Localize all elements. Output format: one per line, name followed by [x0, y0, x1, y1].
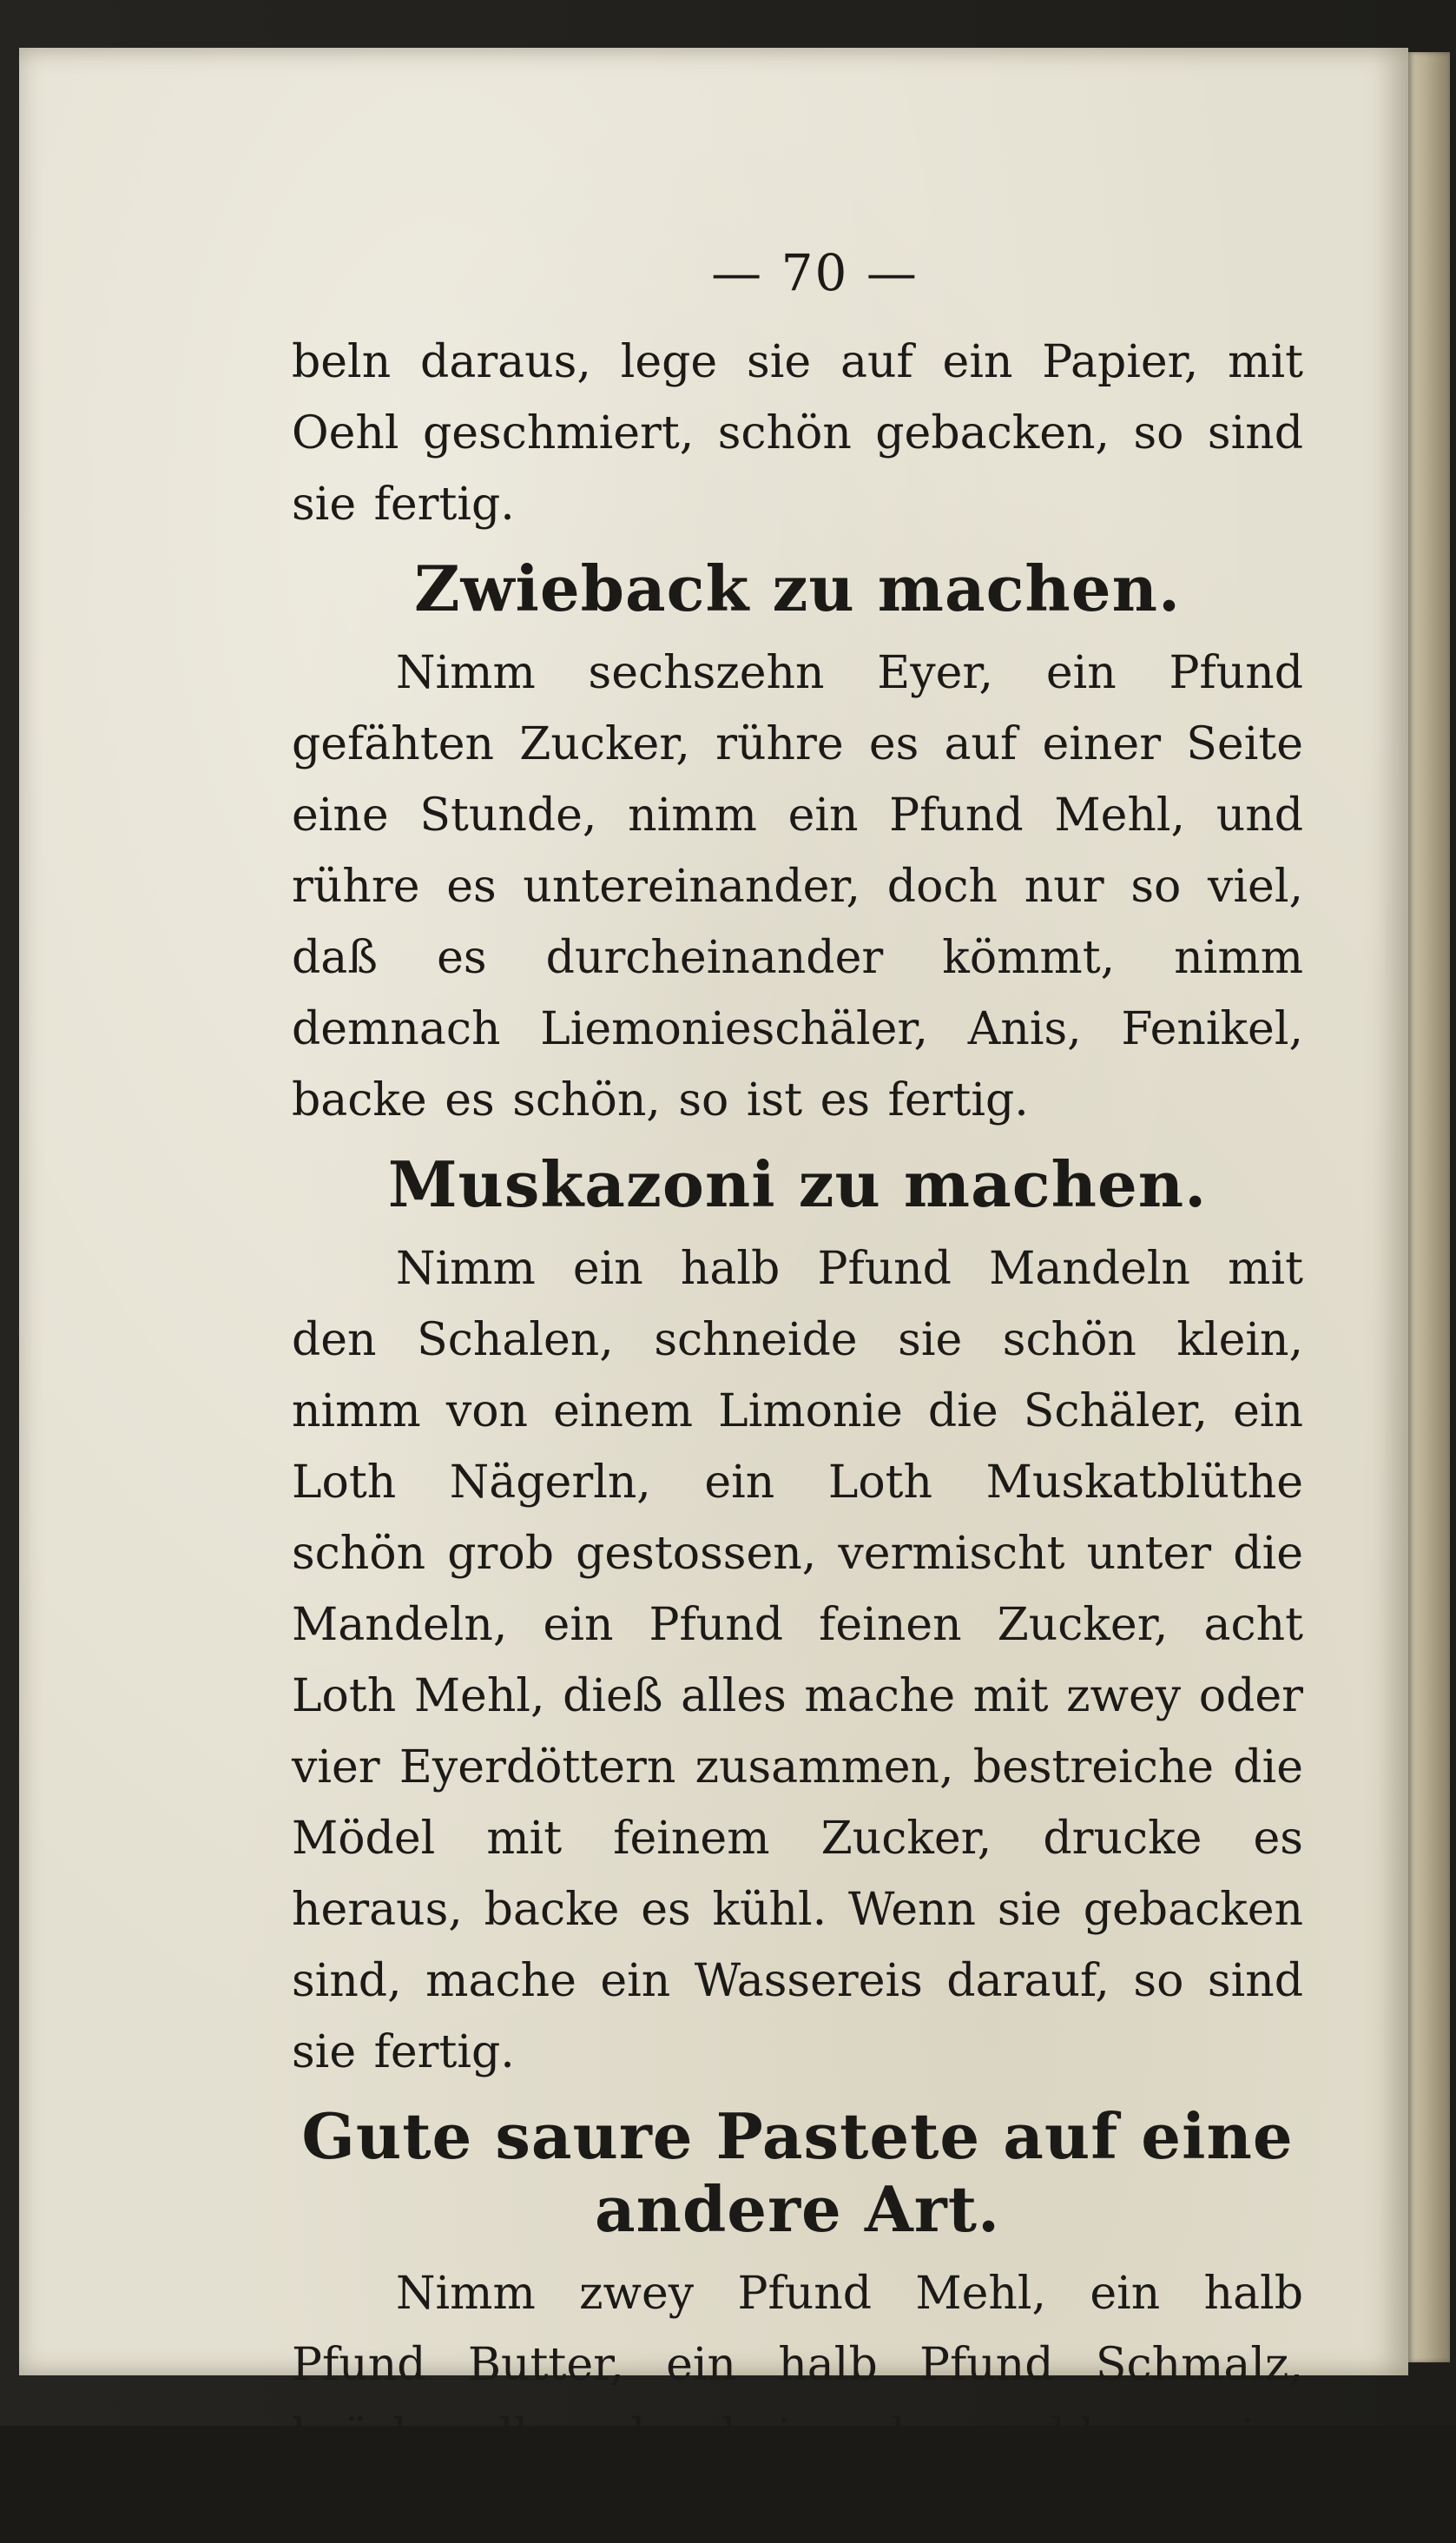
page-number: — 70 — — [711, 243, 919, 302]
page-edge — [1408, 52, 1450, 2362]
continuation-paragraph: beln daraus, lege sie auf ein Papier, mit Oehl geschmiert, schön gebacken, so sind sie fertig. — [292, 336, 1303, 531]
section-heading-muskazoni: Muskazoni zu machen. — [387, 1147, 1208, 1221]
section-text-zwieback: Nimm sechszehn Eyer, ein Pfund gefähten Zucker, rühre es auf einer Seite eine Stunde, nimm ein Pfund Mehl, und rühre es untereinander, doch nur so viel, daß es durcheinander kömmt, nimm demnach Liemonieschäler, Anis, Fenikel, backe es schön, so ist es fertig. — [292, 647, 1303, 1126]
section-text-muskazoni: Nimm ein halb Pfund Mandeln mit den Schalen, schneide sie schön klein, nimm von einem Limonie die Schäler, ein Loth Nägerln, ein Loth Muskatblüthe schön grob gestossen, vermischt unter die Mandeln, ein Pfund feinen Zucker, acht Loth Mehl, dieß alles mache mit zwey oder vier Eyerdöttern zusammen, bestreiche die Mödel mit feinem Zucker, drucke es heraus, backe es kühl. Wenn sie gebacken sind, mache ein Wassereis darauf, so sind sie fertig. — [292, 1243, 1303, 2078]
section-heading-pastete: Gute saure Pastete auf eine andere Art. — [301, 2099, 1294, 2246]
page-text — [292, 243, 1303, 2543]
section-text-pastete: Nimm zwey Pfund Mehl, ein halb Pfund Butter, ein halb Pfund Schmalz, brösle alles durcheinander, schlage vier ganze Eyer darein, — [292, 2268, 1303, 2533]
section-heading-zwieback: Zwieback zu machen. — [413, 552, 1182, 625]
